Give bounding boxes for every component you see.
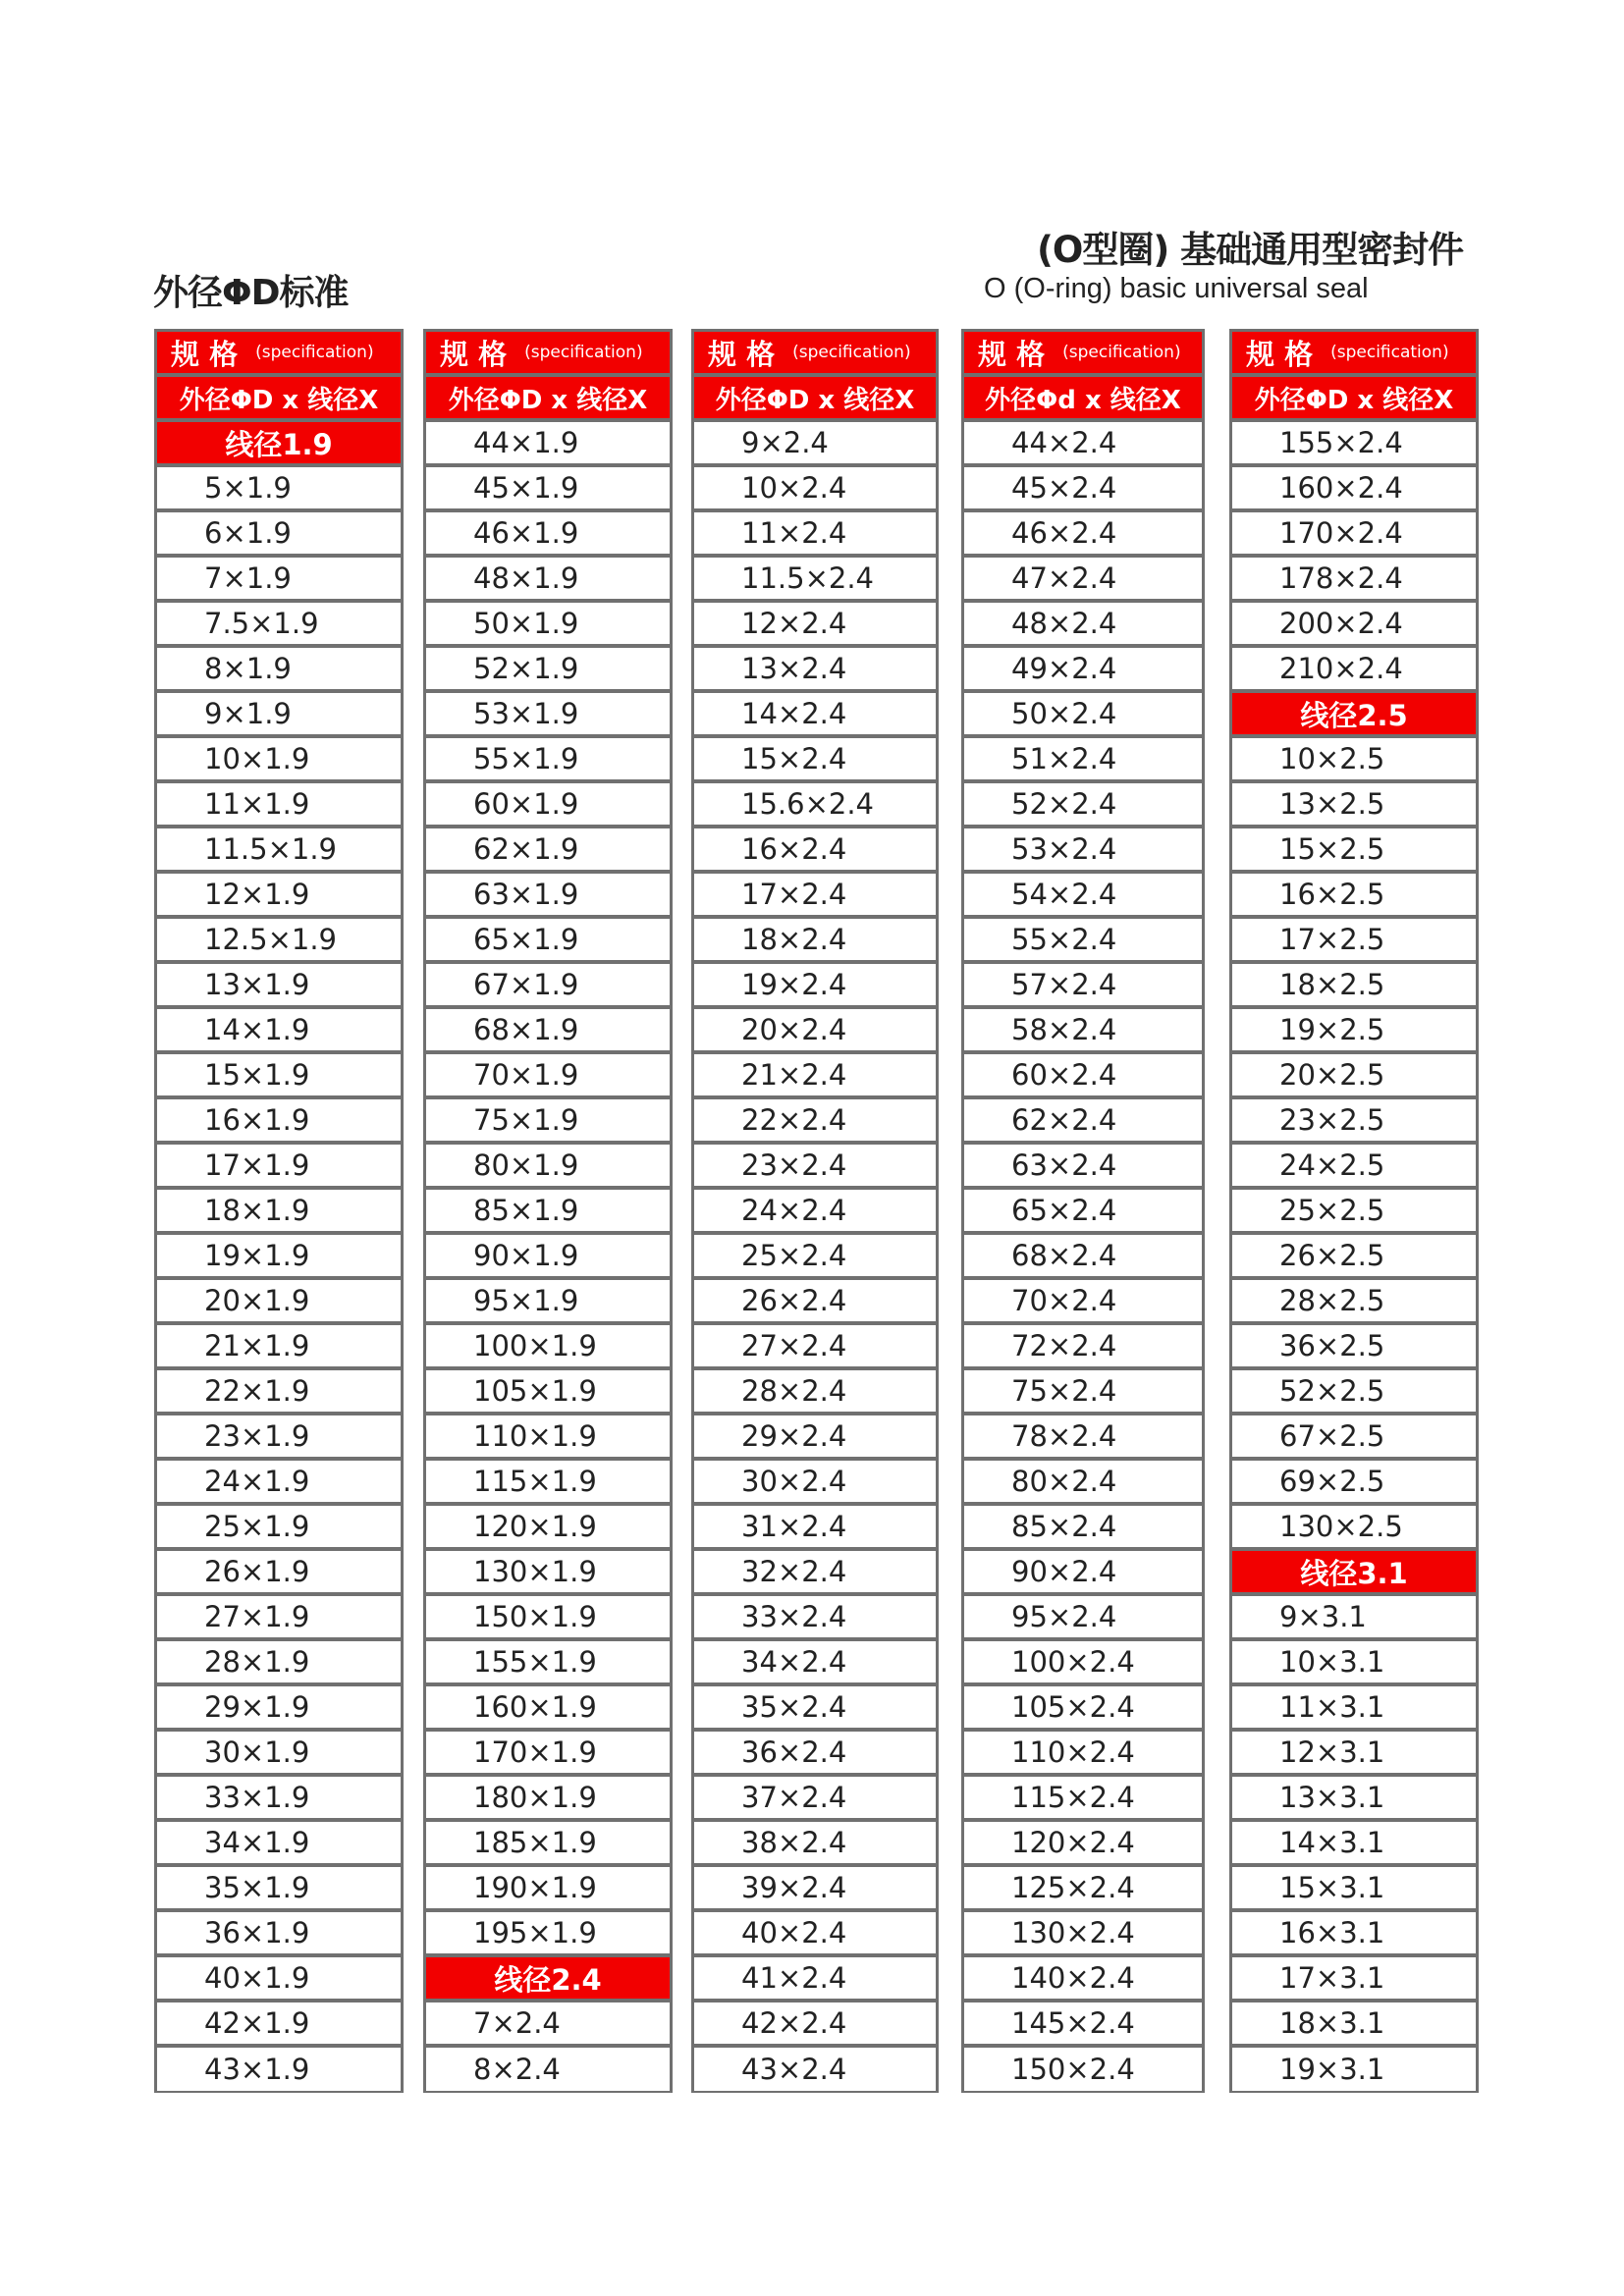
table-row: 110×1.9 [426,1415,670,1461]
table-row: 170×2.4 [1232,512,1476,558]
table-row: 30×1.9 [157,1732,401,1777]
table-row: 160×2.4 [1232,467,1476,512]
table-row: 55×2.4 [964,919,1202,964]
dimension-header: 外径ΦD x 线径X [1232,377,1476,422]
table-row: 68×2.4 [964,1235,1202,1280]
table-row: 190×1.9 [426,1867,670,1912]
table-row: 23×2.4 [694,1145,936,1190]
table-row: 185×1.9 [426,1822,670,1867]
table-row: 70×2.4 [964,1280,1202,1325]
table-row: 18×2.5 [1232,964,1476,1009]
table-row: 12×2.4 [694,603,936,648]
table-row: 27×1.9 [157,1596,401,1641]
wire-diameter-section-header: 线径2.4 [426,1957,670,2002]
table-row: 7×1.9 [157,558,401,603]
table-row: 63×2.4 [964,1145,1202,1190]
table-row: 155×2.4 [1232,422,1476,467]
table-row: 13×2.4 [694,648,936,693]
table-row: 43×2.4 [741,2053,847,2086]
table-row: 65×1.9 [426,919,670,964]
spec-table-column [961,329,1205,2093]
table-row: 13×1.9 [157,964,401,1009]
table-row: 24×1.9 [157,1461,401,1506]
table-row: 28×2.4 [694,1370,936,1415]
table-row: 24×2.4 [694,1190,936,1235]
table-row: 34×1.9 [157,1822,401,1867]
table-row: 16×1.9 [157,1099,401,1145]
table-row: 95×1.9 [426,1280,670,1325]
table-row: 13×3.1 [1232,1777,1476,1822]
spec-header [964,332,1202,377]
spec-header-en: (specification) [1062,343,1181,362]
spec-table-column [423,329,673,2093]
table-row: 52×2.4 [964,783,1202,828]
table-row: 58×2.4 [964,1009,1202,1054]
table-row: 9×3.1 [1232,1596,1476,1641]
table-row: 10×1.9 [157,738,401,783]
table-row: 36×1.9 [157,1912,401,1957]
spec-header-label: 规 格 [171,337,239,371]
table-row: 69×2.5 [1232,1461,1476,1506]
page-title-en: O (O-ring) basic universal seal [984,273,1369,304]
table-row: 20×1.9 [157,1280,401,1325]
table-row: 90×1.9 [426,1235,670,1280]
table-row: 19×2.4 [694,964,936,1009]
page-title-cn: (O型圈) 基础通用型密封件 [1037,229,1464,271]
wire-diameter-section-header: 线径3.1 [1232,1551,1476,1596]
table-row: 100×1.9 [426,1325,670,1370]
table-row: 33×1.9 [157,1777,401,1822]
table-row: 53×2.4 [964,828,1202,874]
table-row: 63×1.9 [426,874,670,919]
spec-table-column [691,329,939,2093]
table-row: 32×2.4 [694,1551,936,1596]
table-row: 45×1.9 [426,467,670,512]
table-row: 25×1.9 [157,1506,401,1551]
table-row: 18×2.4 [694,919,936,964]
table-row: 10×2.4 [694,467,936,512]
table-row: 70×1.9 [426,1054,670,1099]
table-row: 50×2.4 [964,693,1202,738]
table-row: 67×1.9 [426,964,670,1009]
table-row: 100×2.4 [964,1641,1202,1686]
table-row: 25×2.5 [1232,1190,1476,1235]
spec-header-en: (specification) [524,343,643,362]
table-row: 42×1.9 [157,2002,401,2048]
table-row: 8×1.9 [157,648,401,693]
table-row: 26×2.4 [694,1280,936,1325]
table-row: 90×2.4 [964,1551,1202,1596]
table-row: 9×2.4 [694,422,936,467]
table-row: 15×3.1 [1232,1867,1476,1912]
table-row: 105×2.4 [964,1686,1202,1732]
table-row: 65×2.4 [964,1190,1202,1235]
table-row: 28×1.9 [157,1641,401,1686]
table-row: 130×1.9 [426,1551,670,1596]
table-row: 30×2.4 [694,1461,936,1506]
table-row: 49×2.4 [964,648,1202,693]
table-row: 17×3.1 [1232,1957,1476,2002]
table-row: 115×1.9 [426,1461,670,1506]
table-row: 50×1.9 [426,603,670,648]
table-row: 60×2.4 [964,1054,1202,1099]
spec-header-label: 规 格 [1246,337,1314,371]
table-row: 170×1.9 [426,1732,670,1777]
table-row: 53×1.9 [426,693,670,738]
table-row: 34×2.4 [694,1641,936,1686]
table-row: 51×2.4 [964,738,1202,783]
table-row: 210×2.4 [1232,648,1476,693]
table-row: 47×2.4 [964,558,1202,603]
table-row: 11.5×2.4 [694,558,936,603]
spec-header-label: 规 格 [708,337,776,371]
table-row: 21×2.4 [694,1054,936,1099]
table-row: 55×1.9 [426,738,670,783]
table-row: 11×3.1 [1232,1686,1476,1732]
table-row: 200×2.4 [1232,603,1476,648]
table-row: 10×2.5 [1232,738,1476,783]
table-row: 195×1.9 [426,1912,670,1957]
table-row: 12×1.9 [157,874,401,919]
spec-header [694,332,936,377]
table-row: 85×1.9 [426,1190,670,1235]
table-row: 17×2.4 [694,874,936,919]
table-row: 52×1.9 [426,648,670,693]
table-row: 12×3.1 [1232,1732,1476,1777]
spec-header-label: 规 格 [978,337,1046,371]
table-row: 46×1.9 [426,512,670,558]
table-row: 80×1.9 [426,1145,670,1190]
table-row: 120×2.4 [964,1822,1202,1867]
table-row: 15.6×2.4 [694,783,936,828]
table-row: 17×2.5 [1232,919,1476,964]
table-row: 80×2.4 [964,1461,1202,1506]
table-row: 155×1.9 [426,1641,670,1686]
table-row: 13×2.5 [1232,783,1476,828]
table-row: 46×2.4 [964,512,1202,558]
table-row: 11×1.9 [157,783,401,828]
table-row: 44×2.4 [964,422,1202,467]
table-row: 125×2.4 [964,1867,1202,1912]
table-row: 180×1.9 [426,1777,670,1822]
table-row: 33×2.4 [694,1596,936,1641]
table-row: 75×1.9 [426,1099,670,1145]
table-row: 23×1.9 [157,1415,401,1461]
table-row: 37×2.4 [694,1777,936,1822]
table-row: 140×2.4 [964,1957,1202,2002]
table-row: 11×2.4 [694,512,936,558]
table-row: 120×1.9 [426,1506,670,1551]
table-row: 36×2.4 [694,1732,936,1777]
spec-table-column [154,329,404,2093]
table-row: 15×1.9 [157,1054,401,1099]
table-row: 7×2.4 [426,2002,670,2048]
spec-table-column [1229,329,1479,2093]
table-row: 40×2.4 [694,1912,936,1957]
table-row: 15×2.5 [1232,828,1476,874]
table-row: 48×2.4 [964,603,1202,648]
wire-diameter-section-header: 线径2.5 [1232,693,1476,738]
table-row: 29×2.4 [694,1415,936,1461]
table-row: 85×2.4 [964,1506,1202,1551]
table-row: 48×1.9 [426,558,670,603]
table-row: 45×2.4 [964,467,1202,512]
table-row: 7.5×1.9 [157,603,401,648]
table-row: 150×2.4 [1011,2053,1135,2086]
wire-diameter-section-header: 线径1.9 [157,422,401,467]
spec-header-en: (specification) [792,343,911,362]
table-row: 130×2.5 [1232,1506,1476,1551]
table-row: 9×1.9 [157,693,401,738]
table-row: 14×1.9 [157,1009,401,1054]
table-row: 68×1.9 [426,1009,670,1054]
table-row: 20×2.5 [1232,1054,1476,1099]
dimension-header: 外径ΦD x 线径X [694,377,936,422]
table-row: 60×1.9 [426,783,670,828]
table-row: 95×2.4 [964,1596,1202,1641]
spec-header [157,332,401,377]
table-row: 14×2.4 [694,693,936,738]
table-row: 20×2.4 [694,1009,936,1054]
table-row: 18×1.9 [157,1190,401,1235]
spec-header-en: (specification) [255,343,374,362]
table-row: 178×2.4 [1232,558,1476,603]
dimension-header: 外径ΦD x 线径X [157,377,401,422]
dimension-header: 外径ΦD x 线径X [426,377,670,422]
spec-header-label: 规 格 [440,337,508,371]
table-row: 57×2.4 [964,964,1202,1009]
table-row: 24×2.5 [1232,1145,1476,1190]
table-row: 150×1.9 [426,1596,670,1641]
table-row: 19×1.9 [157,1235,401,1280]
table-row: 29×1.9 [157,1686,401,1732]
table-row: 75×2.4 [964,1370,1202,1415]
table-row: 40×1.9 [157,1957,401,2002]
table-row: 14×3.1 [1232,1822,1476,1867]
table-row: 19×3.1 [1279,2053,1385,2086]
table-row: 12.5×1.9 [157,919,401,964]
table-row: 27×2.4 [694,1325,936,1370]
spec-header [426,332,670,377]
table-row: 17×1.9 [157,1145,401,1190]
table-row: 8×2.4 [473,2053,561,2086]
table-row: 16×2.4 [694,828,936,874]
table-row: 15×2.4 [694,738,936,783]
table-row: 6×1.9 [157,512,401,558]
table-row: 19×2.5 [1232,1009,1476,1054]
spec-header [1232,332,1476,377]
table-row: 28×2.5 [1232,1280,1476,1325]
table-row: 16×2.5 [1232,874,1476,919]
table-row: 18×3.1 [1232,2002,1476,2048]
table-row: 160×1.9 [426,1686,670,1732]
table-row: 36×2.5 [1232,1325,1476,1370]
table-row: 22×2.4 [694,1099,936,1145]
table-row: 54×2.4 [964,874,1202,919]
table-row: 43×1.9 [204,2053,310,2086]
table-row: 26×1.9 [157,1551,401,1596]
table-row: 67×2.5 [1232,1415,1476,1461]
table-row: 10×3.1 [1232,1641,1476,1686]
table-row: 39×2.4 [694,1867,936,1912]
table-row: 25×2.4 [694,1235,936,1280]
table-row: 145×2.4 [964,2002,1202,2048]
table-row: 52×2.5 [1232,1370,1476,1415]
table-row: 22×1.9 [157,1370,401,1415]
table-row: 62×1.9 [426,828,670,874]
table-row: 31×2.4 [694,1506,936,1551]
table-row: 115×2.4 [964,1777,1202,1822]
dimension-header: 外径Φd x 线径X [964,377,1202,422]
table-row: 35×2.4 [694,1686,936,1732]
spec-header-en: (specification) [1330,343,1449,362]
table-row: 110×2.4 [964,1732,1202,1777]
table-row: 105×1.9 [426,1370,670,1415]
table-row: 11.5×1.9 [157,828,401,874]
section-title-outer-diameter: 外径ΦD标准 [153,273,349,313]
table-row: 26×2.5 [1232,1235,1476,1280]
table-row: 41×2.4 [694,1957,936,2002]
table-row: 35×1.9 [157,1867,401,1912]
table-row: 44×1.9 [426,422,670,467]
table-row: 130×2.4 [964,1912,1202,1957]
table-row: 72×2.4 [964,1325,1202,1370]
table-row: 78×2.4 [964,1415,1202,1461]
table-row: 23×2.5 [1232,1099,1476,1145]
table-row: 16×3.1 [1232,1912,1476,1957]
table-row: 62×2.4 [964,1099,1202,1145]
table-row: 21×1.9 [157,1325,401,1370]
table-row: 5×1.9 [157,467,401,512]
table-row: 38×2.4 [694,1822,936,1867]
table-row: 42×2.4 [694,2002,936,2048]
